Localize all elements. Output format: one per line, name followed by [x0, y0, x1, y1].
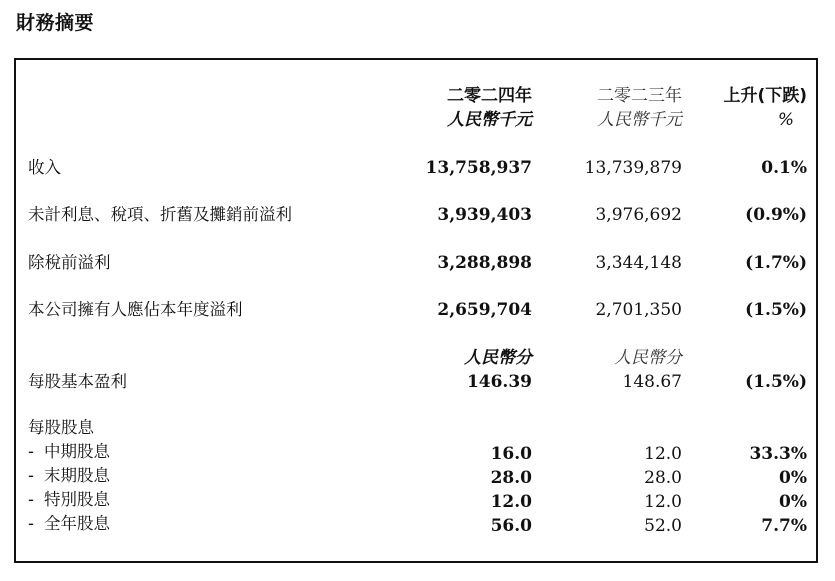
dividend-dash: -: [28, 514, 34, 533]
row-change: 0.1%: [761, 158, 807, 178]
row-change: (1.7%): [745, 253, 807, 273]
dividend-item-label: [28, 442, 110, 462]
dividend-label: 特別股息: [44, 490, 110, 509]
eps-label: 每股基本盈利: [28, 372, 127, 391]
page-title: 財務摘要: [16, 12, 95, 34]
row-label: 除稅前溢利: [28, 253, 111, 272]
dividend-item-label: [28, 466, 110, 486]
eps-change: (1.5%): [745, 372, 807, 392]
row-change: (1.5%): [745, 300, 807, 320]
row-value-2024: 13,758,937: [425, 158, 532, 178]
dividend-change: 33.3%: [749, 444, 807, 464]
dividend-value-2023: 52.0: [644, 516, 682, 536]
dividend-dash: -: [28, 466, 34, 485]
dividend-item-label: [28, 514, 110, 534]
dividend-change: 7.7%: [761, 516, 807, 536]
row-label: 收入: [28, 158, 61, 177]
row-value-2024: 2,659,704: [437, 300, 532, 320]
dividend-dash: -: [28, 490, 34, 509]
header-2023-year: 二零二三年: [597, 86, 682, 106]
eps-value-2023: 148.67: [622, 372, 682, 392]
dividend-label: 末期股息: [44, 466, 110, 485]
dividend-item-label: [28, 490, 110, 510]
dividend-label: 中期股息: [44, 442, 110, 461]
header-change-unit: %: [777, 110, 794, 130]
dividend-dash: -: [28, 442, 34, 461]
dividend-value-2023: 12.0: [644, 444, 682, 464]
eps-unit-2024: 人民幣分: [464, 348, 532, 368]
dividend-label: 全年股息: [44, 514, 110, 533]
dividend-change: 0%: [779, 468, 807, 488]
dividend-value-2023: 12.0: [644, 492, 682, 512]
header-2024-unit: 人民幣千元: [447, 110, 532, 130]
row-value-2023: 3,344,148: [595, 253, 682, 273]
header-2024-year: 二零二四年: [447, 86, 532, 106]
row-value-2023: 13,739,879: [584, 158, 682, 178]
row-value-2023: 3,976,692: [595, 205, 682, 225]
dividend-value-2024: 16.0: [490, 444, 532, 464]
row-label: 本公司擁有人應佔本年度溢利: [28, 300, 243, 319]
dividend-value-2024: 28.0: [490, 468, 532, 488]
row-value-2024: 3,288,898: [437, 253, 532, 273]
header-change: 上升(下跌): [723, 86, 807, 106]
row-change: (0.9%): [745, 205, 807, 225]
header-2023-unit: 人民幣千元: [597, 110, 682, 130]
financial-summary-table: [14, 58, 818, 563]
dividend-value-2024: 56.0: [490, 516, 532, 536]
row-value-2024: 3,939,403: [437, 205, 532, 225]
row-value-2023: 2,701,350: [595, 300, 682, 320]
dividends-heading: 每股股息: [28, 418, 94, 437]
eps-unit-2023: 人民幣分: [614, 348, 682, 368]
row-label: 未計利息、稅項、折舊及攤銷前溢利: [28, 205, 292, 224]
eps-value-2024: 146.39: [466, 372, 532, 392]
dividend-value-2023: 28.0: [644, 468, 682, 488]
dividend-change: 0%: [779, 492, 807, 512]
dividend-value-2024: 12.0: [490, 492, 532, 512]
